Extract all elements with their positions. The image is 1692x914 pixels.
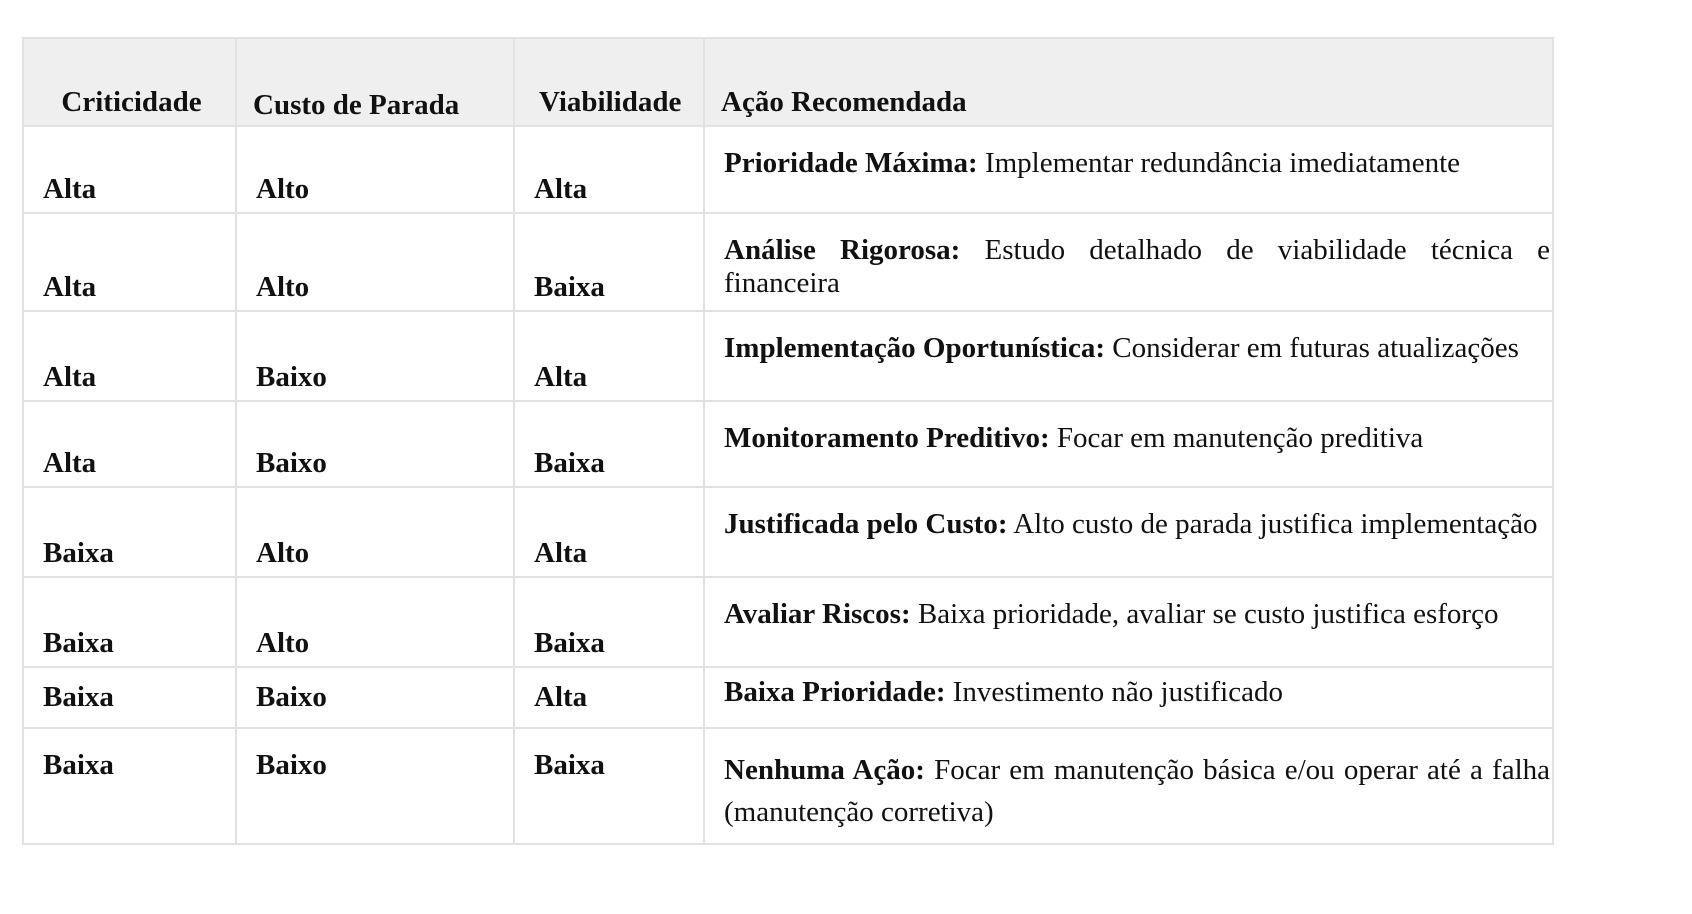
cell-acao [704, 126, 1553, 213]
acao-texto: Focar em manutenção básica e/ou operar até a falha (manutenção corretiva) [724, 754, 1551, 828]
table-row [23, 487, 1553, 577]
cell-criticidade: Baixa [23, 577, 236, 667]
table-row [23, 126, 1553, 213]
header-custo-de-parada: Custo de Parada [236, 38, 514, 126]
cell-acao [704, 311, 1553, 401]
table-row [23, 728, 1553, 844]
cell-custo: Baixo [236, 728, 514, 844]
cell-custo: Alto [236, 577, 514, 667]
header-acao-recomendada: Ação Recomendada [704, 38, 1553, 126]
acao-texto: Considerar em futuras atualizações [1112, 332, 1519, 364]
acao-texto: Alto custo de parada justifica implementação [1013, 508, 1538, 540]
cell-criticidade: Alta [23, 213, 236, 311]
cell-viabilidade: Alta [514, 126, 704, 213]
cell-criticidade: Alta [23, 126, 236, 213]
cell-viabilidade: Baixa [514, 401, 704, 487]
acao-titulo: Baixa Prioridade: [724, 676, 946, 708]
table-row [23, 577, 1553, 667]
cell-criticidade: Alta [23, 401, 236, 487]
cell-viabilidade: Baixa [514, 728, 704, 844]
acao-titulo: Avaliar Riscos: [724, 598, 911, 630]
cell-acao [704, 401, 1553, 487]
cell-criticidade: Baixa [23, 487, 236, 577]
cell-acao [704, 728, 1553, 844]
cell-viabilidade: Baixa [514, 213, 704, 311]
header-criticidade: Criticidade [23, 38, 236, 126]
acao-titulo: Nenhuma Ação: [724, 754, 925, 786]
cell-acao [704, 577, 1553, 667]
acao-texto: Investimento não justificado [952, 676, 1283, 708]
cell-custo: Baixo [236, 311, 514, 401]
acao-titulo: Monitoramento Preditivo: [724, 422, 1050, 454]
acao-titulo: Justificada pelo Custo: [724, 508, 1008, 540]
cell-viabilidade: Alta [514, 487, 704, 577]
cell-acao [704, 667, 1553, 728]
acao-texto: Implementar redundância imediatamente [984, 147, 1461, 179]
cell-viabilidade: Baixa [514, 577, 704, 667]
cell-custo: Alto [236, 126, 514, 213]
table-row [23, 213, 1553, 311]
table-body [23, 126, 1553, 844]
acao-titulo: Análise Rigorosa: [724, 234, 961, 266]
cell-acao [704, 213, 1553, 311]
acao-titulo: Implementação Oportunística: [724, 332, 1105, 364]
header-row [23, 38, 1553, 126]
cell-criticidade: Alta [23, 311, 236, 401]
cell-acao [704, 487, 1553, 577]
cell-criticidade: Baixa [23, 728, 236, 844]
acao-texto: Focar em manutenção preditiva [1056, 422, 1424, 454]
acao-titulo: Prioridade Máxima: [724, 147, 978, 179]
cell-custo: Alto [236, 487, 514, 577]
acao-texto: Baixa prioridade, avaliar se custo justifica esforço [917, 598, 1499, 630]
cell-custo: Alto [236, 213, 514, 311]
cell-custo: Baixo [236, 667, 514, 728]
table-row [23, 667, 1553, 728]
table-row [23, 401, 1553, 487]
acao-texto: Estudo detalhado de viabilidade técnica e financeira [724, 234, 1551, 299]
cell-criticidade: Baixa [23, 667, 236, 728]
recommendation-table [22, 37, 1554, 845]
cell-viabilidade: Alta [514, 667, 704, 728]
table-header [23, 38, 1553, 126]
table-row [23, 311, 1553, 401]
header-viabilidade: Viabilidade [514, 38, 704, 126]
cell-custo: Baixo [236, 401, 514, 487]
cell-viabilidade: Alta [514, 311, 704, 401]
